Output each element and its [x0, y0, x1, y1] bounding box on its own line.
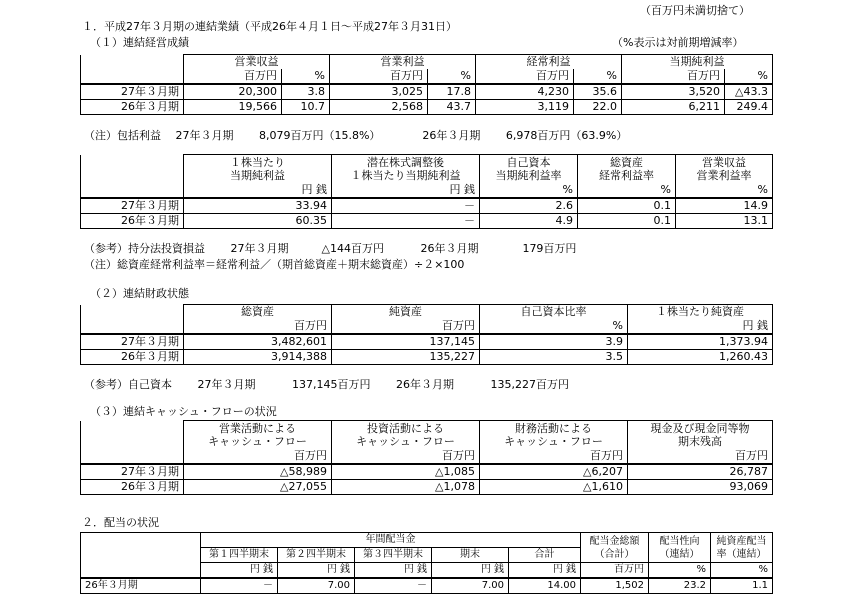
col-header: 配当金総額 （合計）: [581, 533, 649, 563]
row-label: 27年３月期: [81, 84, 184, 100]
data-cell: 26,787: [628, 464, 773, 480]
comprehensive-income-note: （注）包括利益 27年３月期 8,079百万円（15.8%） 26年３月期 6,978百万円（63.9%）: [84, 129, 628, 142]
col-header: 純資産配当 率（連結）: [711, 533, 773, 563]
sub-header: 第２四半期末: [278, 548, 355, 563]
col-header: 営業収益 営業利益率: [676, 155, 773, 184]
col-header: 投資活動による キャッシュ・フロー: [332, 421, 480, 450]
col-header: 総資産 経常利益率: [578, 155, 676, 184]
financial-position-table: [80, 304, 773, 365]
data-cell: 3.5: [480, 350, 628, 365]
unit-cell: 円 銭: [201, 563, 278, 579]
unit-cell: 百万円: [332, 449, 480, 464]
cash-flow-table: [80, 420, 773, 495]
data-cell: 3,482,601: [184, 334, 332, 350]
equity-method-ref: （参考）持分法投資損益 27年３月期 △144百万円 26年３月期 179百万円: [84, 242, 577, 255]
unit-cell: 円 銭: [332, 183, 480, 198]
col-header: 財務活動による キャッシュ・フロー: [480, 421, 628, 450]
table-row: [81, 84, 773, 100]
corner-cell: [81, 183, 184, 198]
data-cell: 249.4: [725, 100, 773, 115]
data-cell: 23.2: [649, 578, 711, 594]
data-cell: －: [332, 198, 480, 214]
col-header: 営業活動による キャッシュ・フロー: [184, 421, 332, 450]
row-label: 26年３月期: [81, 214, 184, 229]
unit-cell: 百万円: [332, 319, 480, 334]
unit-cell: 百万円: [581, 563, 649, 579]
data-cell: 7.00: [432, 578, 509, 594]
data-cell: 33.94: [184, 198, 332, 214]
data-cell: 135,227: [332, 350, 480, 365]
data-cell: －: [201, 578, 278, 594]
unit-cell: 百万円: [184, 449, 332, 464]
section2-title: ２．配当の状況: [82, 516, 159, 529]
corner-cell: [81, 533, 201, 563]
dividend-table: [80, 532, 773, 594]
data-cell: 3,025: [330, 84, 428, 100]
data-cell: 20,300: [184, 84, 282, 100]
unit-cell: 円 銭: [509, 563, 581, 579]
data-cell: 19,566: [184, 100, 282, 115]
corner-cell: [81, 421, 184, 450]
data-cell: △6,207: [480, 464, 628, 480]
corner-cell: [81, 563, 201, 579]
data-cell: 43.7: [428, 100, 476, 115]
data-cell: 6,211: [622, 100, 725, 115]
data-cell: 17.8: [428, 84, 476, 100]
table-row: [81, 214, 773, 229]
data-cell: 93,069: [628, 480, 773, 495]
data-cell: △58,989: [184, 464, 332, 480]
operating-results-table: [80, 54, 773, 115]
sub2-title: （２）連結財政状態: [90, 287, 189, 300]
data-cell: 137,145: [332, 334, 480, 350]
table-row: [81, 578, 773, 594]
unit-cell: 百万円: [628, 449, 773, 464]
data-cell: 4,230: [476, 84, 574, 100]
unit-cell: 百万円: [184, 319, 332, 334]
unit-cell: %: [676, 183, 773, 198]
sub-header: 期末: [432, 548, 509, 563]
col-header: 営業利益: [330, 55, 476, 70]
data-cell: 4.9: [480, 214, 578, 229]
row-label: 26年３月期: [81, 350, 184, 365]
data-cell: 1,373.94: [628, 334, 773, 350]
col-header: 純資産: [332, 305, 480, 320]
sub1-title: （１）連結経営成績: [90, 36, 189, 49]
row-label: 27年３月期: [81, 464, 184, 480]
data-cell: 7.00: [278, 578, 355, 594]
unit-cell: %: [578, 183, 676, 198]
unit-cell: 円 銭: [628, 319, 773, 334]
data-cell: △1,085: [332, 464, 480, 480]
col-header: 配当性向 （連結）: [649, 533, 711, 563]
unit-cell: 百万円: [330, 69, 428, 84]
data-cell: 3,119: [476, 100, 574, 115]
data-cell: △1,610: [480, 480, 628, 495]
data-cell: 22.0: [574, 100, 622, 115]
col-header: 当期純利益: [622, 55, 773, 70]
data-cell: 3.9: [480, 334, 628, 350]
corner-cell: [81, 69, 184, 84]
section1-title: １．平成27年３月期の連結業績（平成26年４月１日～平成27年３月31日）: [82, 20, 457, 33]
unit-cell: %: [428, 69, 476, 84]
data-cell: 60.35: [184, 214, 332, 229]
col-header: 営業収益: [184, 55, 330, 70]
equity-ref: （参考）自己資本 27年３月期 137,145百万円 26年３月期 135,227百万円: [84, 378, 569, 391]
table-row: [81, 198, 773, 214]
sub3-title: （３）連結キャッシュ・フローの状況: [90, 405, 277, 418]
corner-cell: [81, 155, 184, 184]
per-share-table: [80, 154, 773, 229]
unit-cell: 円 銭: [184, 183, 332, 198]
corner-cell: [81, 319, 184, 334]
corner-cell: [81, 449, 184, 464]
sub-header: 第１四半期末: [201, 548, 278, 563]
row-label: 26年３月期: [81, 100, 184, 115]
table-row: [81, 350, 773, 365]
data-cell: 1,260.43: [628, 350, 773, 365]
unit-cell: %: [725, 69, 773, 84]
unit-cell: 円 銭: [278, 563, 355, 579]
unit-cell: %: [480, 319, 628, 334]
col-header: 自己資本比率: [480, 305, 628, 320]
sub-header: 合計: [509, 548, 581, 563]
unit-cell: %: [480, 183, 578, 198]
unit-cell: 百万円: [476, 69, 574, 84]
data-cell: 0.1: [578, 198, 676, 214]
row-label: 27年３月期: [81, 334, 184, 350]
data-cell: 35.6: [574, 84, 622, 100]
data-cell: 2.6: [480, 198, 578, 214]
col-header: 潜在株式調整後 １株当たり当期純利益: [332, 155, 480, 184]
corner-cell: [81, 55, 184, 70]
group-header: 年間配当金: [201, 533, 581, 548]
data-cell: 10.7: [282, 100, 330, 115]
unit-cell: 百万円: [480, 449, 628, 464]
data-cell: 13.1: [676, 214, 773, 229]
table-row: [81, 480, 773, 495]
data-cell: 0.1: [578, 214, 676, 229]
data-cell: 3,520: [622, 84, 725, 100]
sub-header: 第３四半期末: [355, 548, 432, 563]
col-header: 経常利益: [476, 55, 622, 70]
sub1-note: （%表示は対前期増減率）: [612, 36, 744, 49]
row-label: 26年３月期: [81, 480, 184, 495]
unit-cell: %: [574, 69, 622, 84]
data-cell: 14.00: [509, 578, 581, 594]
unit-cell: 円 銭: [355, 563, 432, 579]
row-label: 27年３月期: [81, 198, 184, 214]
table-row: [81, 334, 773, 350]
data-cell: 3.8: [282, 84, 330, 100]
data-cell: 14.9: [676, 198, 773, 214]
unit-cell: %: [282, 69, 330, 84]
row-label: 26年３月期: [81, 578, 201, 594]
data-cell: △1,078: [332, 480, 480, 495]
unit-cell: 百万円: [622, 69, 725, 84]
unit-cell: %: [711, 563, 773, 579]
data-cell: －: [355, 578, 432, 594]
data-cell: 2,568: [330, 100, 428, 115]
data-cell: 1.1: [711, 578, 773, 594]
data-cell: 3,914,388: [184, 350, 332, 365]
unit-cell: 百万円: [184, 69, 282, 84]
data-cell: △43.3: [725, 84, 773, 100]
col-header: １株当たり純資産: [628, 305, 773, 320]
ratio-definition-note: （注）総資産経常利益率＝経常利益／（期首総資産＋期末総資産）÷２×100: [84, 258, 465, 271]
col-header: １株当たり 当期純利益: [184, 155, 332, 184]
table-row: [81, 464, 773, 480]
data-cell: 1,502: [581, 578, 649, 594]
data-cell: －: [332, 214, 480, 229]
unit-note: （百万円未満切捨て）: [640, 4, 750, 17]
unit-cell: 円 銭: [432, 563, 509, 579]
col-header: 自己資本 当期純利益率: [480, 155, 578, 184]
unit-cell: %: [649, 563, 711, 579]
col-header: 現金及び現金同等物 期末残高: [628, 421, 773, 450]
data-cell: △27,055: [184, 480, 332, 495]
table-row: [81, 100, 773, 115]
col-header: 総資産: [184, 305, 332, 320]
corner-cell: [81, 305, 184, 320]
